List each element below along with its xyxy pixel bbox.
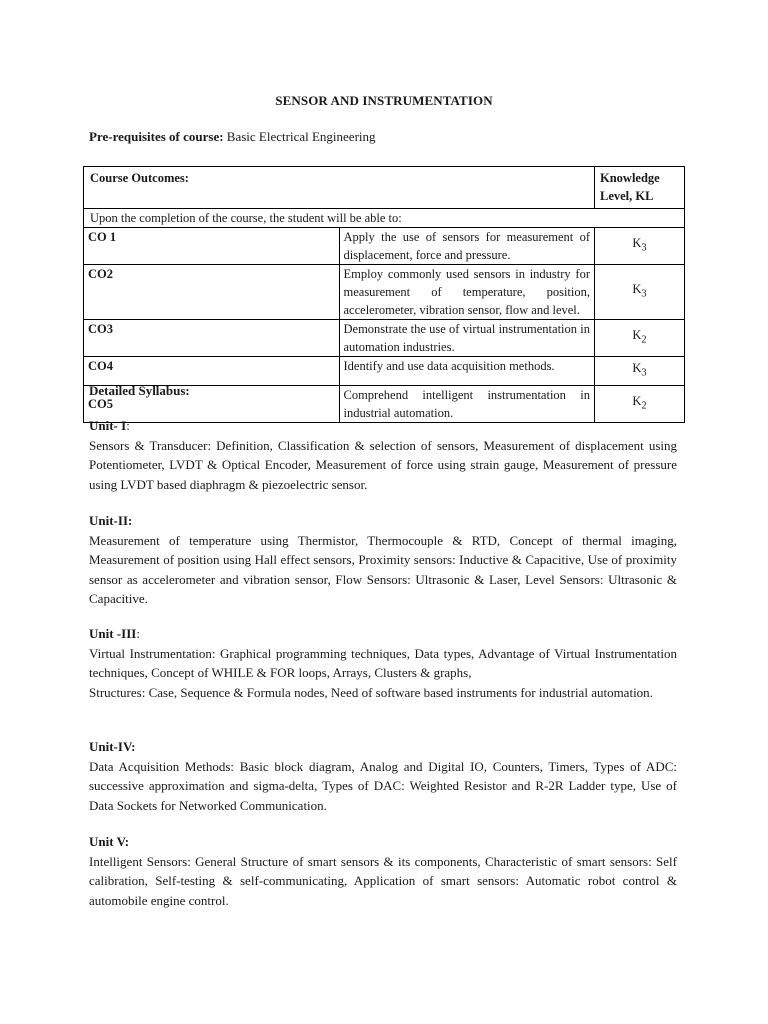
unit-2-section bbox=[89, 511, 677, 609]
unit-body: Sensors & Transducer: Definition, Classification & selection of sensors, Measurement of displacement using Potentiometer, LVDT & Optical Encoder, Measurement of force using strain gauge, Measurement of pressure using LVDT based diaphragm & piezoelectric sensor. bbox=[89, 437, 677, 492]
unit-heading: Unit- I: bbox=[89, 418, 130, 433]
unit-heading: Unit-IV: bbox=[89, 739, 136, 754]
co-knowledge-level: $K_2$ bbox=[595, 320, 685, 357]
unit-5-section bbox=[89, 832, 677, 910]
co-code: CO3 bbox=[84, 320, 340, 357]
co-code: CO2 bbox=[84, 265, 340, 320]
co-text: Comprehend intelligent instrumentation in industrial automation. bbox=[339, 386, 595, 423]
co-knowledge-level: $K_3$ bbox=[595, 357, 685, 386]
outcomes-intro: Upon the completion of the course, the student will be able to: bbox=[84, 209, 685, 228]
co-text: Demonstrate the use of virtual instrumentation in automation industries. bbox=[339, 320, 595, 357]
knowledge-level-header: Knowledge Level, KL bbox=[595, 167, 685, 209]
prerequisites-label: Pre-requisites of course: bbox=[89, 129, 224, 144]
unit-3-section bbox=[89, 624, 677, 702]
table-row bbox=[84, 265, 685, 320]
co-knowledge-level: $K_2$ bbox=[595, 386, 685, 423]
prerequisites-value: Basic Electrical Engineering bbox=[226, 129, 376, 144]
unit-body: Data Acquisition Methods: Basic block diagram, Analog and Digital IO, Counters, Timers, Types of ADC: successive approximation and sigma-delta, Types of DAC: Weighted Resistor and R-2R Ladder type, Use of Data Sockets for Networked Communication. bbox=[89, 758, 677, 813]
unit-heading: Unit V: bbox=[89, 834, 130, 849]
co-knowledge-level: $K_3$ bbox=[595, 228, 685, 265]
table-intro-row bbox=[84, 209, 685, 228]
unit-heading: Unit -III: bbox=[89, 626, 140, 641]
co-code: CO 1 bbox=[84, 228, 340, 265]
unit-4-section bbox=[89, 737, 677, 815]
table-header-row bbox=[84, 167, 685, 209]
prerequisites-line bbox=[89, 129, 376, 145]
unit-body: Measurement of temperature using Thermistor, Thermocouple & RTD, Concept of thermal imaging, Measurement of position using Hall effect sensors, Proximity sensors: Inductive & Capacitive, Use of proximity sensor as accelerometer and vibration sensor, Flow Sensors: Ultrasonic & Laser, Level Sensors: Ultrasonic & Capacitive. bbox=[89, 532, 677, 606]
unit-body: Structures: Case, Sequence & Formula nodes, Need of software based instruments for industrial automation. bbox=[89, 684, 653, 700]
unit-body: Intelligent Sensors: General Structure of smart sensors & its components, Characteristic of smart sensors: Self calibration, Self-testing & self-communicating, Application of smart sensors: Automatic robot control & automobile engine control. bbox=[89, 853, 677, 908]
unit-1-section bbox=[89, 416, 677, 494]
course-title: SENSOR AND INSTRUMENTATION bbox=[275, 93, 493, 108]
co-code: CO5 bbox=[84, 386, 340, 423]
co-knowledge-level: $K_3$ bbox=[595, 265, 685, 320]
unit-body: Virtual Instrumentation: Graphical programming techniques, Data types, Advantage of Virtual Instrumentation techniques, Concept of WHILE & FOR loops, Arrays, Clusters & graphs, bbox=[89, 645, 677, 680]
co-code: CO4 bbox=[84, 357, 340, 386]
co-text: Identify and use data acquisition methods. bbox=[339, 357, 595, 386]
detailed-syllabus-heading: Detailed Syllabus: bbox=[89, 383, 190, 398]
co-text: Employ commonly used sensors in industry for measurement of temperature, position, accelerometer, vibration sensor, flow and level. bbox=[339, 265, 595, 320]
table-row bbox=[84, 320, 685, 357]
table-row bbox=[84, 228, 685, 265]
co-text: Apply the use of sensors for measurement of displacement, force and pressure. bbox=[339, 228, 595, 265]
course-outcomes-header: Course Outcomes: bbox=[84, 167, 595, 209]
unit-heading: Unit-II: bbox=[89, 513, 133, 528]
